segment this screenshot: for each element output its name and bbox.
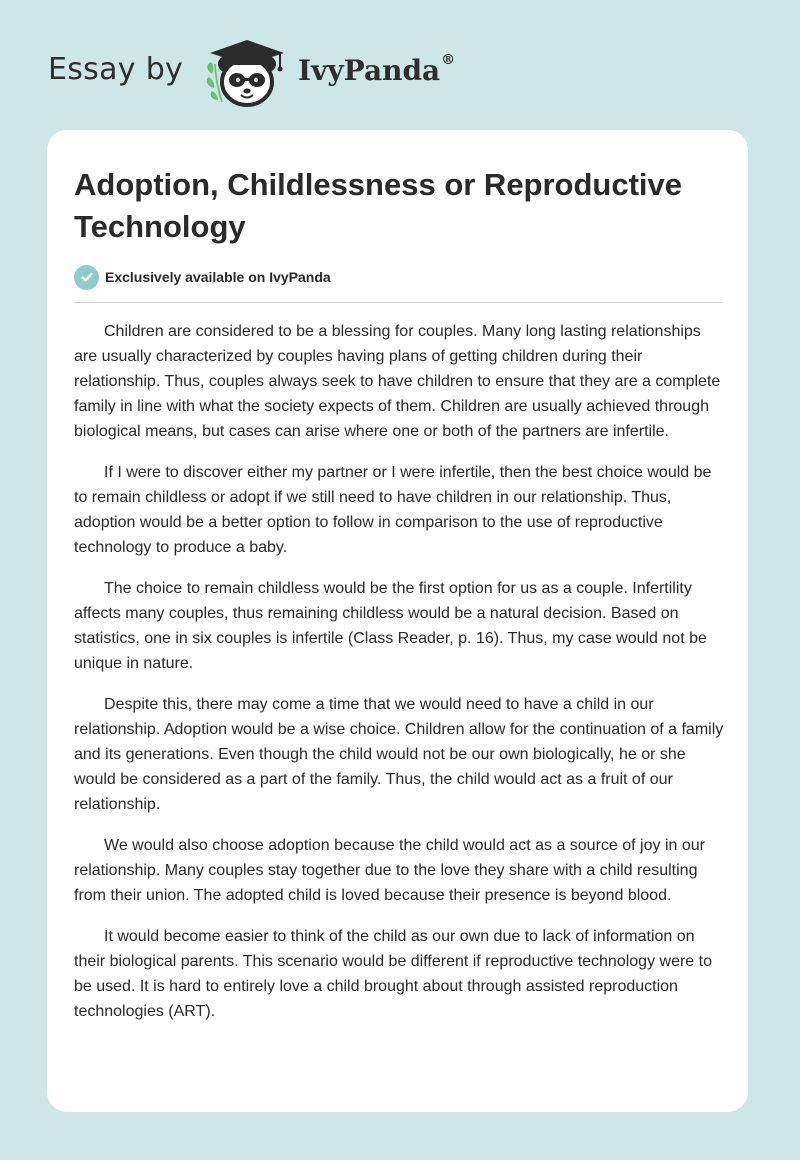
registered-mark: ® [441, 52, 456, 68]
panda-logo-icon[interactable] [202, 34, 292, 110]
paragraph: We would also choose adoption because the child would act as a source of joy in our relationship. Many couples stay together due to the love they share with a child resulting from their union. The adopted child is loved because their presence is beyond blood. [74, 837, 705, 904]
essay-body [74, 319, 726, 1040]
check-icon [74, 265, 99, 290]
exclusive-badge [74, 264, 331, 290]
essay-by-label: Essay by [48, 52, 184, 87]
divider [74, 302, 722, 303]
brand-name[interactable] [298, 54, 455, 87]
paragraph: If I were to discover either my partner or I were infertile, then the best choice would be to remain childless or adopt if we still need to have children in our relationship. Thus, adoption would be a better option to follow in comparison to the use of reproductive technology to produce a baby. [74, 464, 712, 556]
badge-label: Exclusively available on IvyPanda [105, 269, 331, 285]
paragraph: The choice to remain childless would be the first option for us as a couple. Infertility affects many couples, thus remaining childless would be a natural decision. Based on statistics, one in six couples is infertile (Class Reader, p. 16). Thus, my case would not be unique in nature. [74, 580, 707, 672]
essay-card [47, 130, 748, 1112]
brand-text: IvyPanda [298, 54, 441, 87]
paragraph: Children are considered to be a blessing for couples. Many long lasting relationships are usually characterized by couples having plans of getting children during their relationship. Thus, couples always seek to have children to ensure that they are a complete family in line with what the society expects of them. Children are usually achieved through biological means, but cases can arise where one or both of the partners are infertile. [74, 323, 721, 440]
essay-title: Adoption, Childlessness or Reproductive Technology [74, 167, 683, 244]
paragraph: It would become easier to think of the child as our own due to lack of information on their biological parents. This scenario would be different if reproductive technology were to be used. It is hard to entirely love a child brought about through assisted reproduction technologies (ART). [74, 928, 712, 1020]
site-header [48, 34, 508, 114]
paragraph: Despite this, there may come a time that we would need to have a child in our relationship. Adoption would be a wise choice. Children allow for the continuation of a family and its generations. Even though the child would not be our own biologically, he or she would be considered as a part of the family. Thus, the child would act as a fruit of our relationship. [74, 696, 724, 813]
